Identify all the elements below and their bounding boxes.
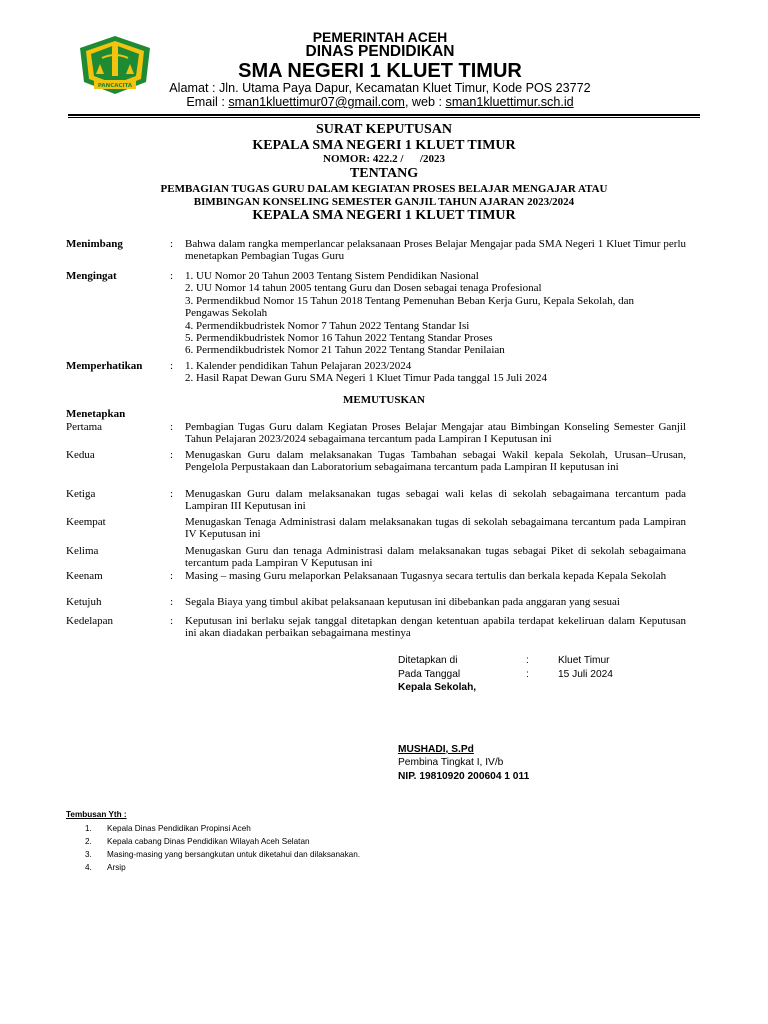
decree-number: NOMOR: 422.2 / /2023 <box>323 153 445 165</box>
list-item: 1. UU Nomor 20 Tahun 2003 Tentang Sistem Pendidikan Nasional <box>185 270 479 282</box>
government-logo <box>76 34 154 96</box>
decision-label-kedelapan: Kedelapan <box>66 615 114 627</box>
signer-name: MUSHADI, S.Pd <box>398 744 474 755</box>
decision-text-kedelapan: Keputusan ini berlaku sejak tanggal ditetapkan dengan ketentuan apabila terdapat kekeliruan dalam Keputusan ini akan diadakan perbaikan sebagaimana mestinya <box>185 615 686 640</box>
place-value: Kluet Timur <box>558 655 610 666</box>
signer-nip: NIP. 19810920 200604 1 011 <box>398 771 530 782</box>
list-item: 1. Kalender pendidikan Tahun Pelajaran 2023/2024 <box>185 360 412 372</box>
subject-line-2: BIMBINGAN KONSELING SEMESTER GANJIL TAHUN AJARAN 2023/2024 <box>193 196 575 208</box>
mengingat-colon: : <box>170 270 174 282</box>
decision-label-pertama: Pertama <box>66 421 103 433</box>
mengingat-list <box>185 270 695 357</box>
tembusan-number: 3. <box>85 850 92 859</box>
decision-colon: : <box>170 596 174 608</box>
decision-text-kelima: Menugaskan Guru dan tenaga Administrasi dalam melaksanakan tugas sebagai Piket di sekolah sebagaimana tercantum pada Lampiran V Keputusan ini <box>185 545 686 570</box>
web-link[interactable]: sman1kluettimur.sch.id <box>445 95 574 109</box>
decision-label-kedua: Kedua <box>66 449 95 461</box>
tembusan-title: Tembusan Yth : <box>66 810 127 819</box>
tembusan-item: Kepala cabang Dinas Pendidikan Wilayah Aceh Selatan <box>107 837 310 846</box>
place-label: Ditetapkan di <box>398 655 458 666</box>
decision-label-ketujuh: Ketujuh <box>66 596 102 608</box>
memperhatikan-colon: : <box>170 360 174 372</box>
menimbang-text: Bahwa dalam rangka memperlancar pelaksanaan Proses Belajar Mengajar pada SMA Negeri 1 Kluet Timur perlu menetapkan Pembagian Tugas Guru <box>185 238 686 263</box>
tembusan-item: Masing-masing yang bersangkutan untuk diketahui dan dilaksanakan. <box>107 850 361 859</box>
decision-colon: : <box>170 615 174 627</box>
memperhatikan-list <box>185 360 695 385</box>
decision-colon: : <box>170 421 174 433</box>
email-link[interactable]: sman1kluettimur07@gmail.com <box>228 95 405 109</box>
decision-label-kelima: Kelima <box>66 545 99 557</box>
subject-line-1: PEMBAGIAN TUGAS GURU DALAM KEGIATAN PROSES BELAJAR MENGAJAR ATAU <box>160 183 608 195</box>
memutuskan-heading: MEMUTUSKAN <box>343 394 425 406</box>
svg-text:PANCACITA: PANCACITA <box>97 83 133 89</box>
list-item: 2. UU Nomor 14 tahun 2005 tentang Guru dan Dosen sebagai tenaga Profesional <box>185 282 542 295</box>
list-item: 6. Permendikbudristek Nomor 21 Tahun 2022 Tentang Standar Penilaian <box>185 344 505 357</box>
date-colon: : <box>526 669 529 680</box>
list-item: 4. Permendikbudristek Nomor 7 Tahun 2022 Tentang Standar Isi <box>185 319 470 332</box>
decision-colon: : <box>170 570 174 582</box>
list-item: 5. Permendikbudristek Nomor 16 Tahun 2022 Tentang Standar Proses <box>185 332 493 345</box>
date-value: 15 Juli 2024 <box>558 669 613 680</box>
tembusan-item: Kepala Dinas Pendidikan Propinsi Aceh <box>107 824 251 833</box>
tembusan-number: 2. <box>85 837 92 846</box>
letterhead-divider-thick <box>68 114 700 116</box>
letterhead-divider-thin <box>68 117 700 118</box>
decree-issuer-title: KEPALA SMA NEGERI 1 KLUET TIMUR <box>252 138 516 153</box>
memperhatikan-label: Memperhatikan <box>66 360 143 372</box>
decision-text-kedua: Menugaskan Guru dalam melaksanakan Tugas Tambahan sebagai Wakil kepala Sekolah, Urusan–Urusan, Pengelola Perpustakaan dan Laboratorium sebagaimana tercantum pada Lampiran II keputusan ini <box>185 449 686 474</box>
decree-title: SURAT KEPUTUSAN <box>315 122 452 137</box>
letterhead-department: DINAS PENDIDIKAN <box>305 43 455 60</box>
decision-label-keempat: Keempat <box>66 516 106 528</box>
tembusan-number: 4. <box>85 863 92 872</box>
decision-text-ketiga: Menugaskan Guru dalam melaksanakan tugas sebagai wali kelas di sekolah sebagaimana tercantum pada Lampiran III Keputusan ini <box>185 488 686 513</box>
signer-role: Kepala Sekolah, <box>398 682 477 693</box>
tembusan-number: 1. <box>85 824 92 833</box>
place-colon: : <box>526 655 529 666</box>
decision-label-keenam: Keenam <box>66 570 103 582</box>
list-item: 2. Hasil Rapat Dewan Guru SMA Negeri 1 Kluet Timur Pada tanggal 15 Juli 2024 <box>185 372 548 385</box>
web-prefix: , web : <box>404 95 446 109</box>
decision-colon: : <box>170 488 174 500</box>
list-item: 3. Permendikbud Nomor 15 Tahun 2018 Tentang Pemenuhan Beban Kerja Guru, Kepala Sekolah, dan <box>185 294 634 307</box>
decision-colon: : <box>170 449 174 461</box>
decision-text-ketujuh: Segala Biaya yang timbul akibat pelaksanaan keputusan ini dibebankan pada anggaran yang sesuai <box>185 596 620 608</box>
menetapkan-label: Menetapkan <box>66 408 126 420</box>
mengingat-label: Mengingat <box>66 270 117 282</box>
menimbang-label: Menimbang <box>66 238 123 250</box>
letterhead-contact <box>160 95 600 109</box>
tembusan-item: Arsip <box>107 863 126 872</box>
decision-text-pertama: Pembagian Tugas Guru dalam Kegiatan Proses Belajar Mengajar atau Bimbingan Konseling Semester Ganjil Tahun Pelajaran 2023/2024 sebagaimana tercantum pada Lampiran I Keputusan ini <box>185 421 686 446</box>
tentang-heading: TENTANG <box>349 166 419 181</box>
decision-text-keenam: Masing – masing Guru melaporkan Pelaksanaan Tugasnya secara tertulis dan berkala kepada Kepala Sekolah <box>185 570 667 582</box>
decision-label-ketiga: Ketiga <box>66 488 96 500</box>
signer-rank: Pembina Tingkat I, IV/b <box>398 757 504 768</box>
decision-text-keempat: Menugaskan Tenaga Administrasi dalam melaksanakan tugas di sekolah sebagaimana tercantum pada Lampiran IV Keputusan ini <box>185 516 686 541</box>
letterhead-school: SMA NEGERI 1 KLUET TIMUR <box>238 60 522 82</box>
list-item: Pengawas Sekolah <box>185 307 268 320</box>
letterhead-address: Alamat : Jln. Utama Paya Dapur, Kecamatan Kluet Timur, Kode POS 23772 <box>169 81 591 95</box>
date-label: Pada Tanggal <box>398 669 461 680</box>
letterhead-government: PEMERINTAH ACEH <box>312 29 448 45</box>
issuer-heading: KEPALA SMA NEGERI 1 KLUET TIMUR <box>252 208 516 223</box>
email-prefix: Email : <box>186 95 229 109</box>
menimbang-colon: : <box>170 238 174 250</box>
